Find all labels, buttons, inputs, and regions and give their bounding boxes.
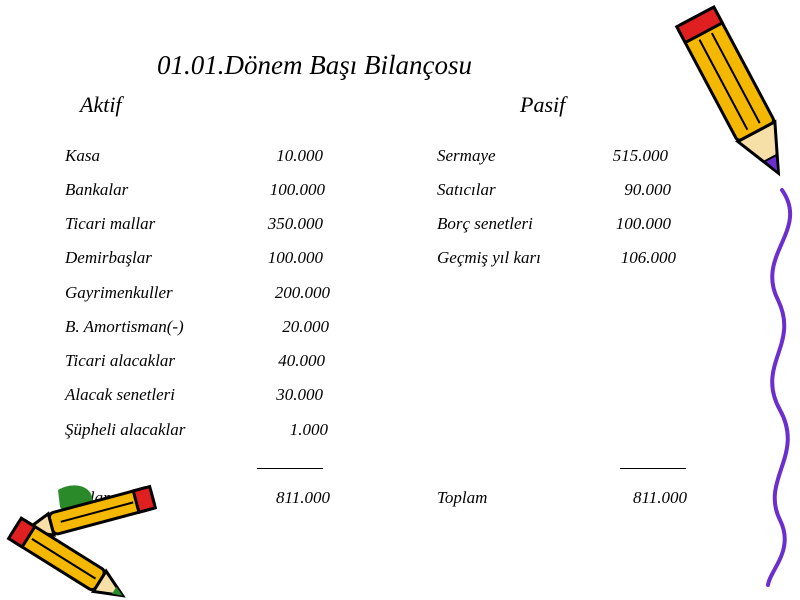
aktif-heading: Aktif [80, 92, 122, 117]
aktif-row-label: Bankalar [65, 180, 129, 199]
aktif-row-value: 10.000 [276, 146, 323, 165]
pencil-clipart-top-right [660, 0, 800, 600]
squiggle-line [768, 190, 790, 585]
aktif-row-label: B. Amortisman(-) [65, 317, 184, 336]
aktif-row-value: 20.000 [282, 317, 329, 336]
aktif-sum-rule [257, 468, 323, 469]
aktif-row-value: 100.000 [267, 248, 323, 267]
aktif-row-label: Şüpheli alacaklar [65, 420, 186, 439]
page-title: 01.01.Dönem Başı Bilançosu [157, 50, 472, 80]
aktif-row-label: Demirbaşlar [65, 248, 152, 267]
pasif-heading: Pasif [520, 92, 566, 117]
aktif-total-value: 811.000 [276, 488, 330, 507]
pasif-row-label: Borç senetleri [437, 214, 533, 233]
aktif-row-label: Kasa [65, 146, 100, 165]
pasif-row-label: Geçmiş yıl karı [437, 248, 541, 267]
pasif-total-value: 811.000 [633, 488, 687, 507]
aktif-row-label: Ticari mallar [65, 214, 156, 233]
pencil-icon [677, 7, 797, 183]
aktif-row-value: 40.000 [278, 351, 325, 370]
aktif-row-value: 200.000 [274, 283, 330, 302]
pasif-row-value: 90.000 [624, 180, 671, 199]
aktif-row-value: 350.000 [267, 214, 323, 233]
aktif-row-label: Ticari alacaklar [65, 351, 176, 370]
aktif-row-value: 30.000 [276, 385, 323, 404]
pencils-clipart-bottom-left [0, 475, 170, 600]
aktif-row-label: Gayrimenkuller [65, 283, 173, 302]
pasif-row-value: 515.000 [612, 146, 668, 165]
pasif-row-value: 100.000 [615, 214, 671, 233]
pasif-total-label: Toplam [437, 488, 488, 507]
pasif-row-label: Sermaye [437, 146, 496, 165]
aktif-row-value: 100.000 [269, 180, 325, 199]
aktif-row-value: 1.000 [289, 420, 328, 439]
pasif-row-value: 106.000 [620, 248, 676, 267]
aktif-row-label: Alacak senetleri [65, 385, 175, 404]
pasif-row-label: Satıcılar [437, 180, 496, 199]
